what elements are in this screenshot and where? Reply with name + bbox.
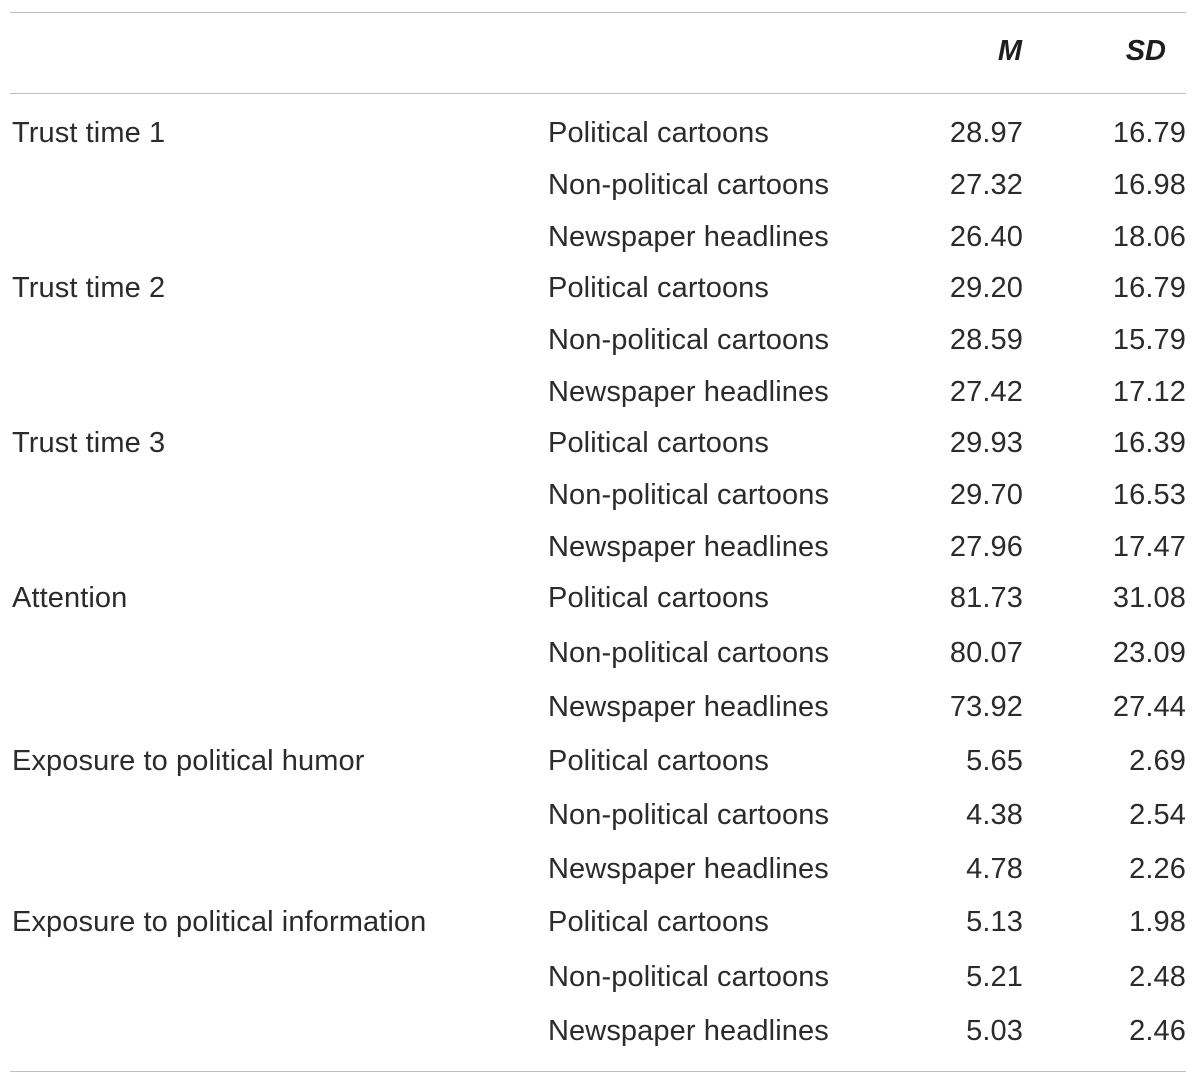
measure-cell: Exposure to political information [12, 906, 427, 938]
mean-cell: 5.21 [966, 961, 1023, 993]
sd-cell: 2.69 [1129, 745, 1186, 777]
condition-cell: Non-political cartoons [548, 799, 830, 831]
column-header-sd: SD [1125, 35, 1166, 67]
mean-cell: 80.07 [949, 637, 1023, 669]
table-row [0, 521, 1200, 573]
table-row [0, 789, 1200, 841]
mean-cell: 29.70 [949, 479, 1023, 511]
sd-cell: 17.12 [1112, 376, 1186, 408]
mean-cell: 4.78 [966, 853, 1023, 885]
condition-cell: Newspaper headlines [548, 531, 829, 563]
sd-cell: 1.98 [1129, 906, 1186, 938]
sd-cell: 16.79 [1112, 117, 1186, 149]
condition-cell: Newspaper headlines [548, 1015, 829, 1047]
table-row [0, 627, 1200, 679]
mean-cell: 28.59 [949, 324, 1023, 356]
top-rule [10, 12, 1186, 13]
measure-cell: Trust time 2 [12, 272, 166, 304]
table-row [0, 366, 1200, 418]
sd-cell: 31.08 [1112, 582, 1186, 614]
mean-cell: 81.73 [949, 582, 1023, 614]
sd-cell: 16.98 [1112, 169, 1186, 201]
sd-cell: 2.48 [1129, 961, 1186, 993]
mean-cell: 5.13 [966, 906, 1023, 938]
table-row [0, 262, 1200, 314]
table-row [0, 896, 1200, 948]
sd-cell: 2.46 [1129, 1015, 1186, 1047]
table-row [0, 159, 1200, 211]
measure-cell: Trust time 3 [12, 427, 166, 459]
sd-cell: 2.54 [1129, 799, 1186, 831]
sd-cell: 27.44 [1112, 691, 1186, 723]
table-row [0, 951, 1200, 1003]
bottom-rule [10, 1071, 1186, 1072]
mean-cell: 5.65 [966, 745, 1023, 777]
condition-cell: Newspaper headlines [548, 221, 829, 253]
condition-cell: Newspaper headlines [548, 853, 829, 885]
condition-cell: Political cartoons [548, 272, 770, 304]
sd-cell: 16.79 [1112, 272, 1186, 304]
condition-cell: Newspaper headlines [548, 376, 829, 408]
condition-cell: Newspaper headlines [548, 691, 829, 723]
mean-cell: 27.96 [949, 531, 1023, 563]
mean-cell: 4.38 [966, 799, 1023, 831]
mean-cell: 29.20 [949, 272, 1023, 304]
sd-cell: 2.26 [1129, 853, 1186, 885]
table-row [0, 107, 1200, 159]
column-header-m: M [997, 35, 1022, 67]
table-row [0, 211, 1200, 263]
header-rule [10, 93, 1186, 94]
sd-cell: 16.39 [1112, 427, 1186, 459]
sd-cell: 18.06 [1112, 221, 1186, 253]
sd-cell: 15.79 [1112, 324, 1186, 356]
table-row [0, 843, 1200, 895]
condition-cell: Non-political cartoons [548, 169, 830, 201]
table-row [0, 1005, 1200, 1057]
sd-cell: 23.09 [1112, 637, 1186, 669]
condition-cell: Political cartoons [548, 906, 770, 938]
condition-cell: Non-political cartoons [548, 324, 830, 356]
table-row [0, 314, 1200, 366]
mean-cell: 29.93 [949, 427, 1023, 459]
mean-cell: 27.42 [949, 376, 1023, 408]
table-row [0, 735, 1200, 787]
condition-cell: Political cartoons [548, 582, 770, 614]
table-row [0, 572, 1200, 624]
condition-cell: Non-political cartoons [548, 479, 830, 511]
condition-cell: Non-political cartoons [548, 961, 830, 993]
condition-cell: Political cartoons [548, 427, 770, 459]
mean-cell: 27.32 [949, 169, 1023, 201]
sd-cell: 17.47 [1112, 531, 1186, 563]
table-row [0, 469, 1200, 521]
condition-cell: Political cartoons [548, 117, 770, 149]
sd-cell: 16.53 [1112, 479, 1186, 511]
measure-cell: Attention [12, 582, 128, 614]
mean-cell: 5.03 [966, 1015, 1023, 1047]
mean-cell: 28.97 [949, 117, 1023, 149]
mean-cell: 26.40 [949, 221, 1023, 253]
measure-cell: Exposure to political humor [12, 745, 365, 777]
condition-cell: Political cartoons [548, 745, 770, 777]
condition-cell: Non-political cartoons [548, 637, 830, 669]
table-row [0, 681, 1200, 733]
mean-cell: 73.92 [949, 691, 1023, 723]
measure-cell: Trust time 1 [12, 117, 166, 149]
table-row [0, 417, 1200, 469]
